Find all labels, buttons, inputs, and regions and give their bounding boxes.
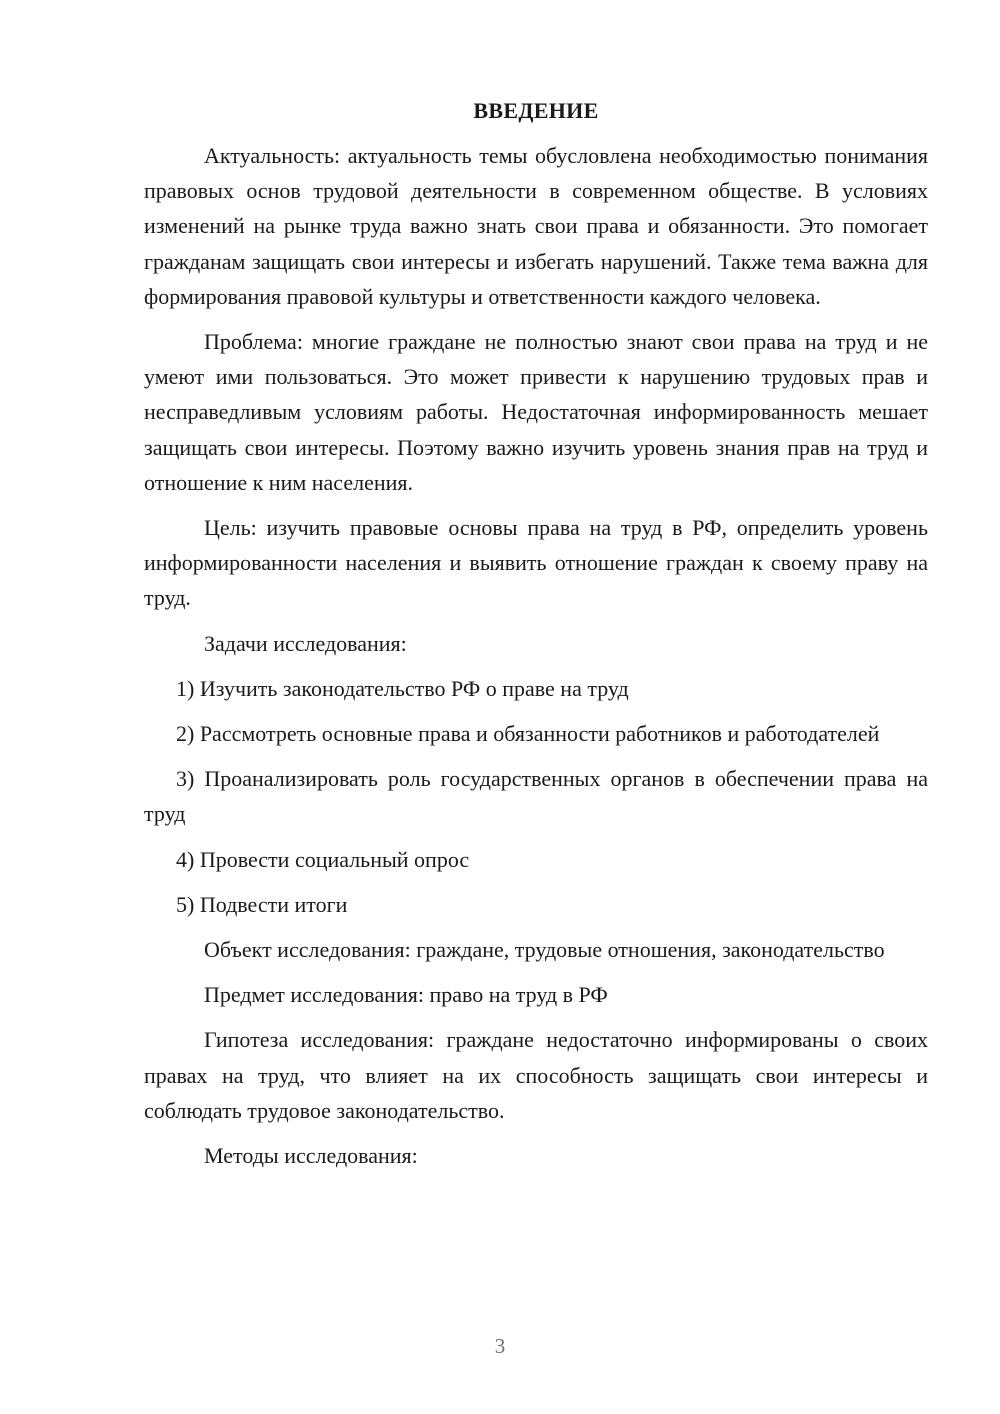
paragraph-hypothesis: Гипотеза исследования: граждане недостаточно информированы о своих правах на труд, что влияет на их способность защищать свои интересы и соблюдать трудовое законодательство. <box>144 1027 928 1123</box>
paragraph-object: Объект исследования: граждане, трудовые отношения, законодательство <box>204 937 885 963</box>
task-item-5: 5) Подвести итоги <box>176 891 348 917</box>
paragraph-tasks-heading: Задачи исследования: <box>204 630 407 656</box>
paragraph-goal: Цель: изучить правовые основы права на труд в РФ, определить уровень информированности населения и выявить отношение граждан к своему праву на труд. <box>144 515 928 611</box>
task-item-4: 4) Провести социальный опрос <box>176 846 470 872</box>
paragraph-subject: Предмет исследования: право на труд в РФ <box>204 982 608 1008</box>
section-title: ВВЕДЕНИЕ <box>473 98 599 123</box>
task-item-1: 1) Изучить законодательство РФ о праве на труд <box>176 675 629 701</box>
page-number: 3 <box>494 1334 506 1358</box>
task-item-3: 3) Проанализировать роль государственных органов в обеспечении права на труд <box>144 766 928 827</box>
paragraph-problem: Проблема: многие граждане не полностью знают свои права на труд и не умеют ими пользоваться. Это может привести к нарушению трудовых прав и несправедливым условиям работы. Недостаточная информированность мешает защищать свои интересы. Поэтому важно изучить уровень знания прав на труд и отношение к ним населения. <box>144 329 928 495</box>
paragraph-relevance: Актуальность: актуальность темы обусловлена необходимостью понимания правовых основ трудовой деятельности в современном обществе. В условиях изменений на рынке труда важно знать свои права и обязанности. Это помогает гражданам защищать свои интересы и избегать нарушений. Также тема важна для формирования правовой культуры и ответственности каждого человека. <box>144 143 928 309</box>
paragraph-methods: Методы исследования: <box>204 1143 418 1169</box>
document-page <box>144 96 928 1183</box>
task-item-2: 2) Рассмотреть основные права и обязанности работников и работодателей <box>176 721 880 747</box>
